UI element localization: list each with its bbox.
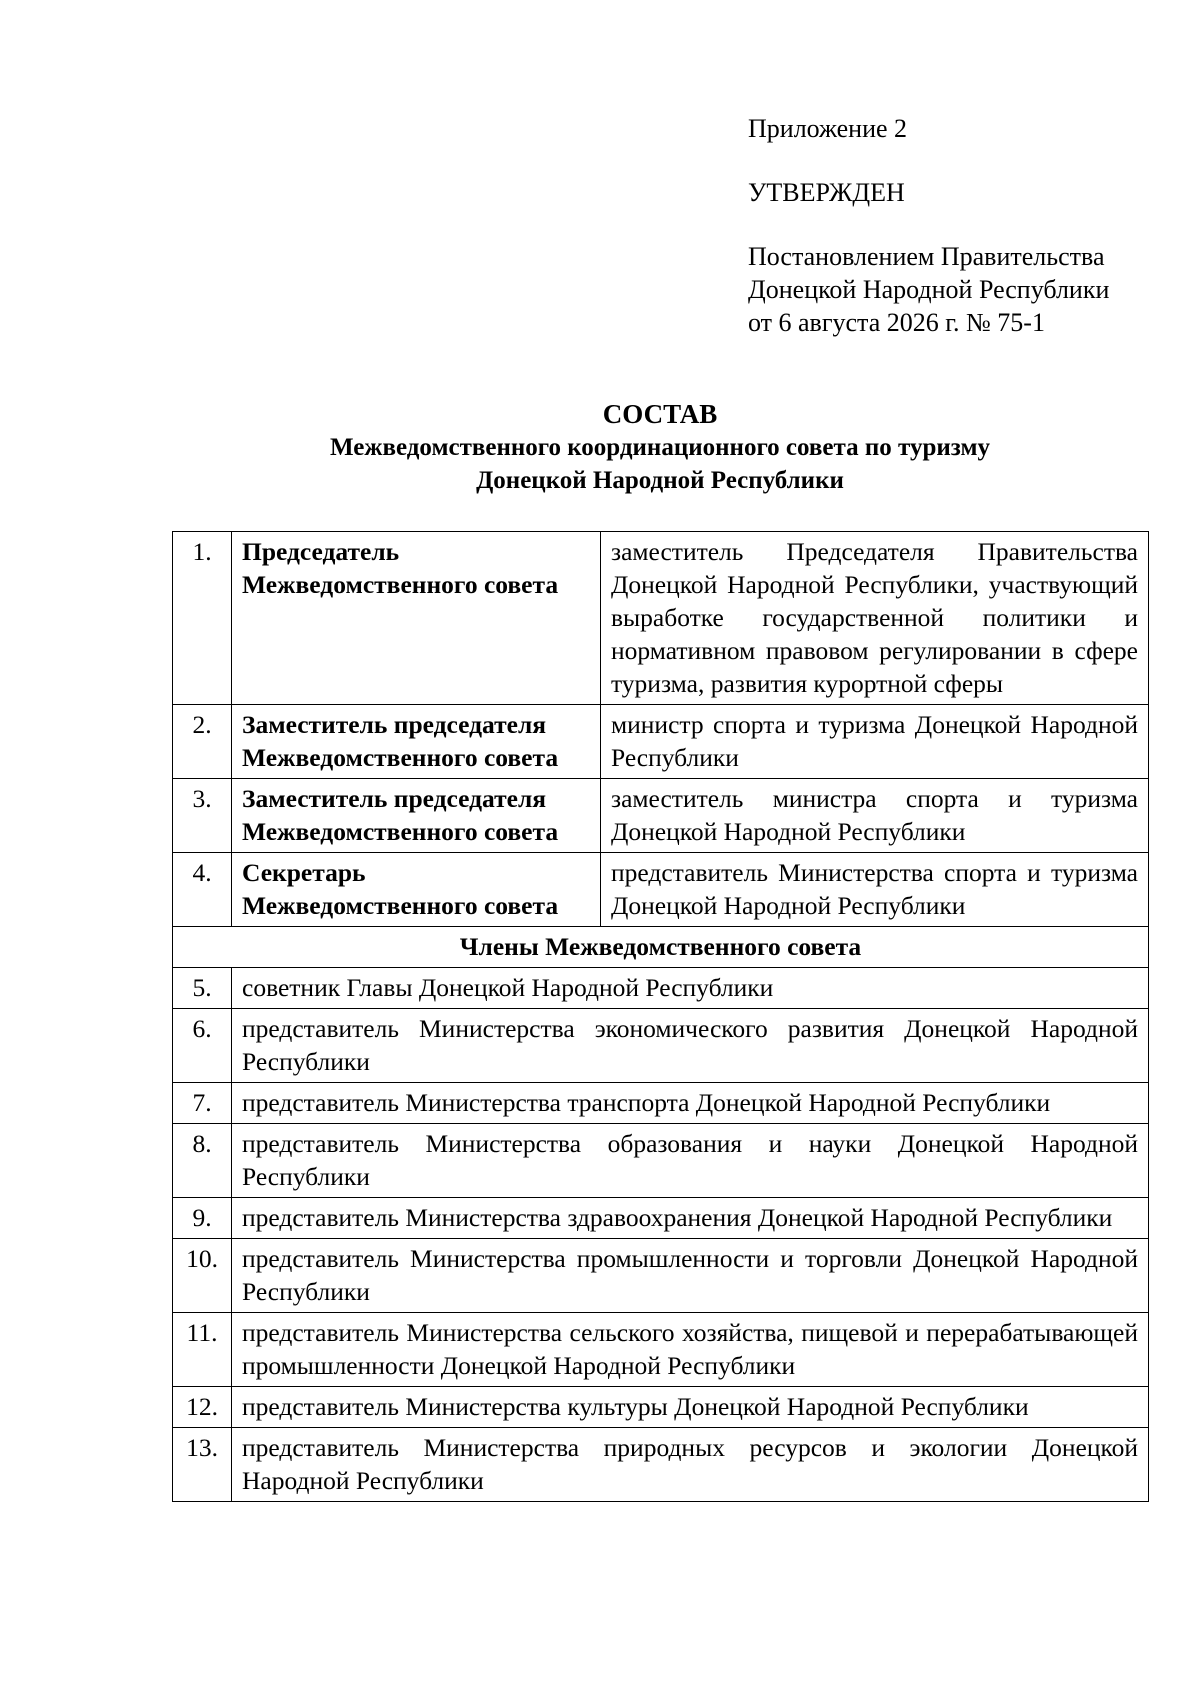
title-line-3: Донецкой Народной Республики: [476, 467, 844, 494]
row-number: 6.: [173, 1009, 232, 1083]
approved-label: УТВЕРЖДЕН: [748, 178, 905, 207]
member-text: представитель Министерства образования и науки Донецкой Народной Республики: [232, 1124, 1149, 1198]
table-row: [173, 1124, 1149, 1198]
row-number: 13.: [173, 1428, 232, 1502]
role-title: Заместитель председателя: [242, 784, 547, 813]
table-row: [173, 1239, 1149, 1313]
role-cell: [232, 853, 601, 927]
table-row: [173, 1198, 1149, 1239]
row-number: 11.: [173, 1313, 232, 1387]
row-number: 10.: [173, 1239, 232, 1313]
title-line-2: Межведомственного координационного совета по туризму: [330, 434, 990, 461]
role-description: заместитель Председателя Правительства Донецкой Народной Республики, участвующий выработке государственной политики и нормативном правовом регулировании в сфере туризма, развития курортной сферы: [601, 532, 1149, 705]
role-description: представитель Министерства спорта и туризма Донецкой Народной Республики: [601, 853, 1149, 927]
role-cell: [232, 779, 601, 853]
role-title: Секретарь: [242, 858, 366, 887]
row-number: 3.: [173, 779, 232, 853]
member-text: представитель Министерства здравоохранения Донецкой Народной Республики: [232, 1198, 1149, 1239]
members-heading-row: [173, 927, 1149, 968]
decree-line-2: Донецкой Народной Республики: [748, 275, 1110, 304]
table-row: [173, 779, 1149, 853]
table-row: [173, 705, 1149, 779]
member-text: представитель Министерства культуры Донецкой Народной Республики: [232, 1387, 1149, 1428]
role-body: Межведомственного совета: [242, 743, 559, 772]
row-number: 8.: [173, 1124, 232, 1198]
member-text: советник Главы Донецкой Народной Республики: [232, 968, 1149, 1009]
decree-line-3: от 6 августа 2026 г. № 75-1: [748, 308, 1045, 337]
role-body: Межведомственного совета: [242, 817, 559, 846]
table-row: [173, 532, 1149, 705]
role-cell: [232, 532, 601, 705]
row-number: 1.: [173, 532, 232, 705]
table-row: [173, 1009, 1149, 1083]
table-row: [173, 1428, 1149, 1502]
member-text: представитель Министерства промышленности и торговли Донецкой Народной Республики: [232, 1239, 1149, 1313]
row-number: 4.: [173, 853, 232, 927]
member-text: представитель Министерства природных ресурсов и экологии Донецкой Народной Республики: [232, 1428, 1149, 1502]
row-number: 7.: [173, 1083, 232, 1124]
role-title: Заместитель председателя: [242, 710, 547, 739]
member-text: представитель Министерства сельского хозяйства, пищевой и перерабатывающей промышленности Донецкой Народной Республики: [232, 1313, 1149, 1387]
composition-table: [172, 531, 1149, 1502]
table-row: [173, 968, 1149, 1009]
row-number: 5.: [173, 968, 232, 1009]
role-description: заместитель министра спорта и туризма Донецкой Народной Республики: [601, 779, 1149, 853]
table-row: [173, 1387, 1149, 1428]
appendix-label: Приложение 2: [748, 114, 908, 143]
role-cell: [232, 705, 601, 779]
title-main: СОСТАВ: [602, 399, 718, 429]
role-title: Председатель: [242, 537, 400, 566]
row-number: 2.: [173, 705, 232, 779]
table-row: [173, 1313, 1149, 1387]
role-body: Межведомственного совета: [242, 891, 559, 920]
role-description: министр спорта и туризма Донецкой Народной Республики: [601, 705, 1149, 779]
member-text: представитель Министерства экономического развития Донецкой Народной Республики: [232, 1009, 1149, 1083]
table-row: [173, 1083, 1149, 1124]
document-title: [170, 398, 1150, 497]
role-body: Межведомственного совета: [242, 570, 559, 599]
members-heading: Члены Межведомственного совета: [173, 927, 1149, 968]
table-row: [173, 853, 1149, 927]
member-text: представитель Министерства транспорта Донецкой Народной Республики: [232, 1083, 1149, 1124]
decree-line-1: Постановлением Правительства: [748, 242, 1105, 271]
row-number: 12.: [173, 1387, 232, 1428]
row-number: 9.: [173, 1198, 232, 1239]
approval-block: [748, 112, 1168, 339]
